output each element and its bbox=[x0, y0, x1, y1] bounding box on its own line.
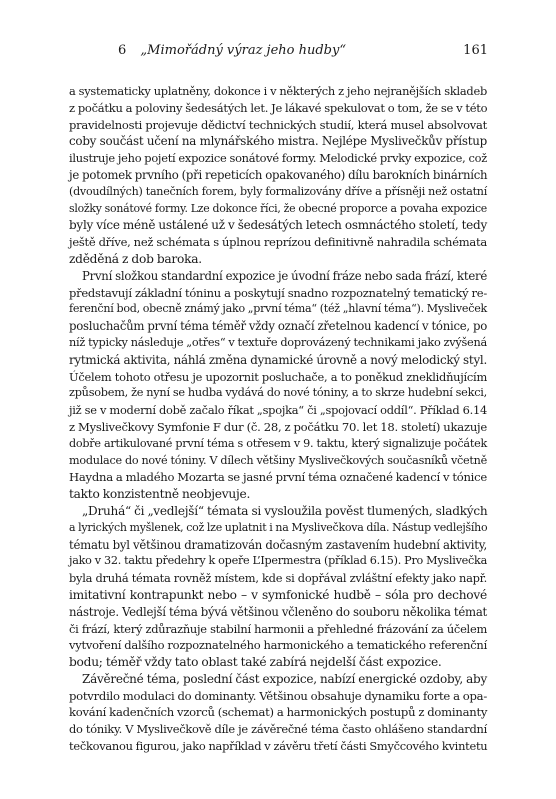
text-line: Haydna a mladého Mozarta se jasné první téma označené kadencí v tónice bbox=[69, 470, 487, 485]
text-line: Závěrečné téma, poslední část expozice, nabízí energické ozdoby, aby bbox=[82, 671, 487, 686]
text-line: z počátku a poloviny šedesátých let. Je lákavé spekulovat o tom, že se v této bbox=[69, 100, 488, 115]
text-line: ferenční bod, obecně známý jako „první téma“ (též „hlavní téma“). Mysliveček bbox=[69, 302, 487, 316]
paragraph bbox=[69, 83, 487, 268]
text-line: jako v 32. taktu předehry k opeře L’Ipermestra (příklad 6.15). Pro Myslivečka bbox=[69, 554, 487, 568]
text-line: vytvoření dalšího rozpoznatelného harmonického a tematického referenční bbox=[69, 638, 487, 653]
text-line: rytmická aktivita, náhlá změna dynamické úrovně a nový melodický styl. bbox=[69, 352, 487, 367]
text-line: dobře artikulované první téma s otřesem v 9. taktu, který signalizuje počátek bbox=[69, 436, 487, 450]
text-line: zděděná z dob baroka. bbox=[69, 251, 202, 266]
text-line: Účelem tohoto otřesu je upozornit posluchače, a to poněkud zneklidňujícím bbox=[69, 369, 487, 384]
text-line: způsobem, že nyní se hudba vydává do nové tóniny, a to skrze hudební sekci, bbox=[69, 386, 487, 400]
text-line: složky sonátové formy. Lze dokonce říci, že obecné proporce a povaha expozice bbox=[69, 201, 487, 215]
text-line: coby součást učení na mlynářského mistra. Nejlépe Myslivečkův přístup bbox=[69, 134, 487, 149]
text-line: byly více méně ustálené už v šedesátých letech osmnáctého století, tedy bbox=[69, 218, 487, 233]
text-line: tématu byl většinou dramatizován dočasným zastavením hudební aktivity, bbox=[69, 537, 487, 552]
chapter-number: 6 bbox=[118, 43, 127, 58]
text-line: potvrdilo modulaci do dominanty. Většinou obsahuje dynamiku forte a opa- bbox=[69, 688, 487, 703]
text-line: posluchačům první téma téměř vždy označí zřetelnou kadencí v tónice, po bbox=[69, 319, 487, 334]
text-line: nástroje. Vedlejší téma bývá většinou včleněno do souboru několika témat bbox=[69, 604, 487, 619]
text-line: modulace do nové tóniny. V dílech většiny Myslivečkových současníků včetně bbox=[69, 453, 487, 467]
running-header bbox=[118, 43, 488, 61]
text-line: kování kadenčních vzorců (schemat) a harmonických postupů z dominanty bbox=[69, 705, 488, 720]
text-line: a systematicky uplatněny, dokonce i v některých z jeho nejranějších skladeb bbox=[69, 84, 487, 98]
chapter-title: „Mimořádný výraz jeho hudby“ bbox=[140, 43, 346, 58]
paragraph bbox=[69, 503, 487, 671]
text-line: byla druhá témata rovněž místem, kde si dopřával zvláštní efekty jako např. bbox=[69, 571, 487, 586]
text-line: takto konzistentně neobjevuje. bbox=[69, 487, 251, 502]
page-number: 161 bbox=[463, 43, 488, 58]
text-line: (dvoudílných) tanečních forem, byly formalizovány dříve a přísněji než ostatní bbox=[69, 184, 487, 198]
text-line: ilustruje jeho pojetí expozice sonátové formy. Melodické prvky expozice, což bbox=[69, 151, 487, 166]
text-line: je potomek prvního (při repeticích opakovaného) dílu barokních binárních bbox=[69, 167, 488, 182]
text-line: tečkovanou figurou, jako například v závěru třetí části Smyčcového kvintetu bbox=[69, 739, 488, 754]
paragraph bbox=[69, 671, 487, 755]
text-line: ještě dříve, než schémata s úplnou reprízou definitivně nahradila schémata bbox=[69, 235, 487, 250]
text-line: „Druhá“ či „vedlejší“ témata si vysloužila pověst tlumených, sladkých bbox=[82, 503, 488, 518]
text-line: do tóniky. V Myslivečkově díle je závěrečné téma často ohlášeno standardní bbox=[69, 722, 487, 737]
paragraph bbox=[69, 268, 487, 503]
text-line: či frází, který zdůrazňuje stabilní harmonii a přehledné frázování za účelem bbox=[69, 621, 487, 636]
text-line: níž typicky následuje „otřes“ v textuře doprovázený technikami jako zvýšená bbox=[69, 335, 487, 349]
body-text bbox=[69, 83, 487, 755]
text-line: z Myslivečkovy Symfonie F dur (č. 28, z počátku 70. let 18. století) ukazuje bbox=[69, 419, 487, 434]
chapter-heading bbox=[118, 43, 346, 58]
text-line: bodu; téměř vždy tato oblast také zabírá nejdelší část expozice. bbox=[69, 655, 442, 670]
text-line: imitativní kontrapunkt nebo – v symfonické hudbě – sóla pro dechové bbox=[69, 587, 487, 602]
text-line: a lyrických myšlenek, což lze uplatnit i na Myslivečkova díla. Nástup vedlejšího bbox=[69, 520, 488, 534]
text-line: již se v moderní době začalo říkat „spojka“ či „spojovací oddíl“. Příklad 6.14 bbox=[69, 403, 487, 418]
text-line: pravidelnosti projevuje dědictví technických studií, která musel absolvovat bbox=[69, 117, 487, 132]
text-line: První složkou standardní expozice je úvodní fráze nebo sada frází, které bbox=[82, 268, 487, 283]
text-line: představují základní tóninu a poskytují snadno rozpoznatelný tematický re- bbox=[69, 285, 487, 300]
